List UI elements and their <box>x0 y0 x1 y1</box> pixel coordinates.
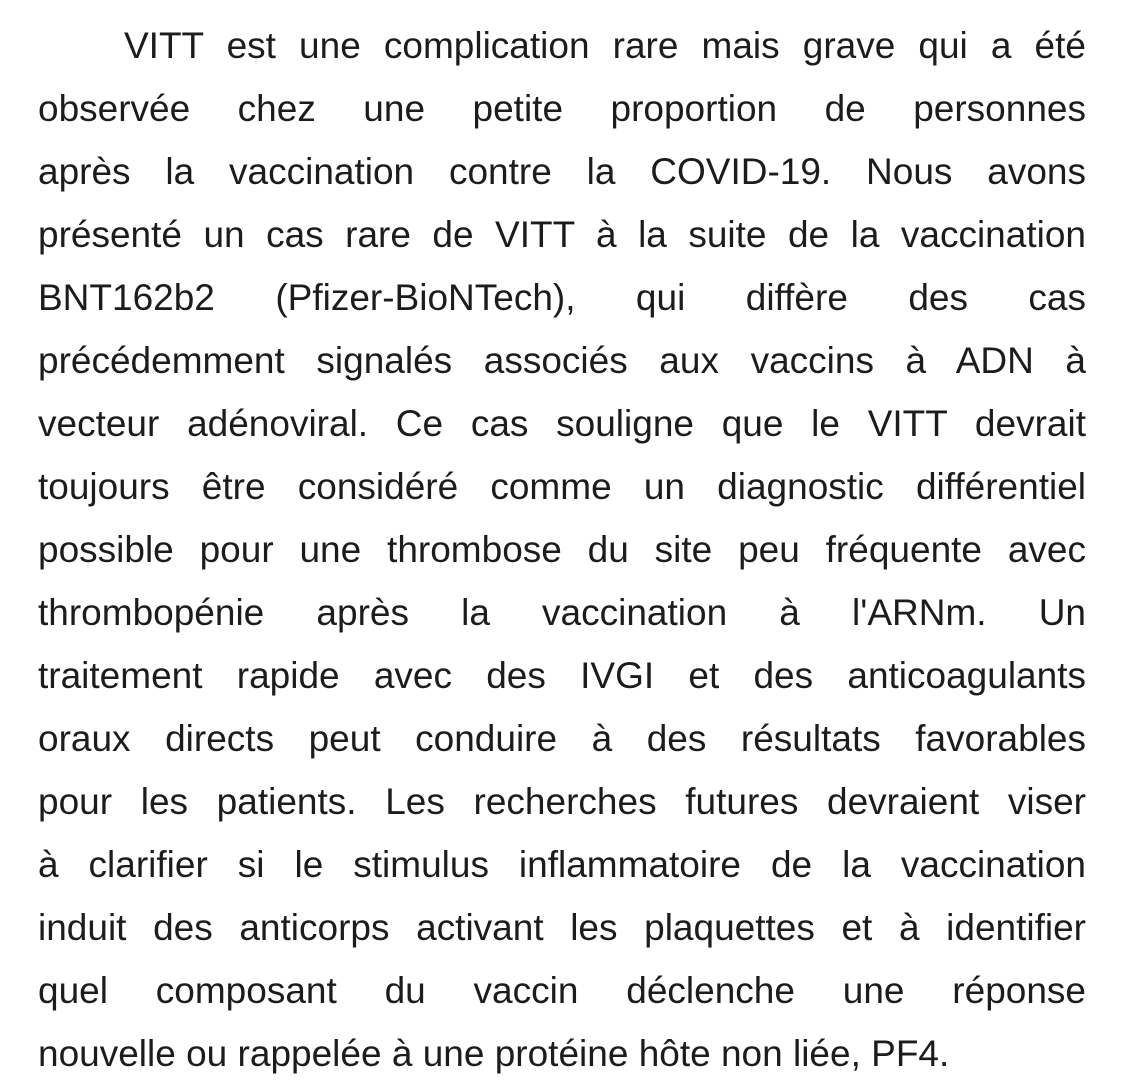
paragraph-line: précédemment signalés associés aux vaccins à ADN à <box>38 340 1086 381</box>
paragraph-line: nouvelle ou rappelée à une protéine hôte non liée, PF4. <box>38 1033 950 1074</box>
paragraph-line: observée chez une petite proportion de personnes <box>38 88 1086 129</box>
document-paragraph <box>38 14 1086 1085</box>
paragraph-line: après la vaccination contre la COVID-19. Nous avons <box>38 151 1086 192</box>
paragraph-line: possible pour une thrombose du site peu fréquente avec <box>38 529 1086 570</box>
paragraph-line: traitement rapide avec des IVGI et des anticoagulants <box>38 655 1086 696</box>
paragraph-line: pour les patients. Les recherches futures devraient viser <box>38 781 1086 822</box>
paragraph-line: présenté un cas rare de VITT à la suite de la vaccination <box>38 214 1086 255</box>
paragraph-line: oraux directs peut conduire à des résultats favorables <box>38 718 1086 759</box>
paragraph-line: toujours être considéré comme un diagnostic différentiel <box>38 466 1086 507</box>
paragraph-line: vecteur adénoviral. Ce cas souligne que le VITT devrait <box>38 403 1086 444</box>
paragraph-line: BNT162b2 (Pfizer-BioNTech), qui diffère des cas <box>38 277 1086 318</box>
paragraph-line: VITT est une complication rare mais grave qui a été <box>124 25 1086 66</box>
paragraph-line: induit des anticorps activant les plaquettes et à identifier <box>38 907 1086 948</box>
paragraph-line: à clarifier si le stimulus inflammatoire de la vaccination <box>38 844 1086 885</box>
paragraph-line: thrombopénie après la vaccination à l'ARNm. Un <box>38 592 1086 633</box>
paragraph-line: quel composant du vaccin déclenche une réponse <box>38 970 1086 1011</box>
